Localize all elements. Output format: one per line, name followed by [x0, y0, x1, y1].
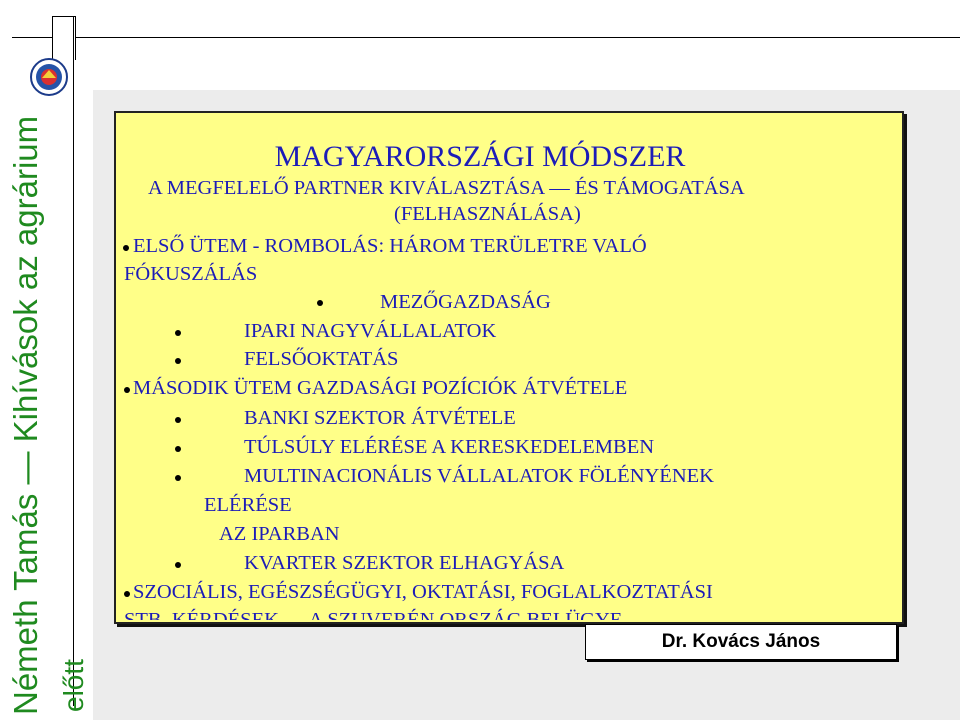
content-line: MÁSODIK ÜTEM GAZDASÁGI POZÍCIÓK ÁTVÉTELE	[133, 377, 628, 399]
content-line: A MEGFELELŐ PARTNER KIVÁLASZTÁSA — ÉS TÁMOGATÁSA	[148, 177, 745, 199]
university-logo-icon	[30, 58, 68, 96]
content-line: SZOCIÁLIS, EGÉSZSÉGÜGYI, OKTATÁSI, FOGLALKOZTATÁSI	[133, 581, 713, 603]
content-line: ELÉRÉSE	[204, 494, 292, 516]
content-line: AZ IPARBAN	[219, 523, 340, 545]
bullet-icon	[175, 358, 181, 364]
author-label: Dr. Kovács János	[585, 624, 897, 660]
content-line: KVARTER SZEKTOR ELHAGYÁSA	[244, 552, 565, 574]
bullet-icon	[124, 591, 130, 597]
sidebar-title: Németh Tamás — Kihívások az agrárium	[7, 115, 44, 715]
bullet-icon	[123, 245, 129, 251]
content-line: (FELHASZNÁLÁSA)	[394, 203, 581, 225]
content-line: FELSŐOKTATÁS	[244, 348, 399, 370]
content-line: BANKI SZEKTOR ÁTVÉTELE	[244, 407, 516, 429]
top-divider	[12, 37, 960, 38]
content-line: IPARI NAGYVÁLLALATOK	[244, 320, 497, 342]
bullet-icon	[317, 300, 323, 306]
sidebar-divider	[73, 16, 74, 706]
content-line: TÚLSÚLY ELÉRÉSE A KERESKEDELEMBEN	[244, 436, 655, 458]
bullet-icon	[175, 417, 181, 423]
bullet-icon	[124, 387, 130, 393]
content-line: MEZŐGAZDASÁG	[380, 291, 551, 313]
content-line: ELSŐ ÜTEM - ROMBOLÁS: HÁROM TERÜLETRE VALÓ	[133, 235, 647, 257]
bullet-icon	[175, 562, 181, 568]
bullet-icon	[175, 330, 181, 336]
bullet-icon	[175, 446, 181, 452]
bullet-icon	[175, 475, 181, 481]
slide-title: MAGYARORSZÁGI MÓDSZER	[274, 140, 686, 173]
content-line: MULTINACIONÁLIS VÁLLALATOK FÖLÉNYÉNEK	[244, 465, 714, 487]
content-line: FÓKUSZÁLÁS	[124, 263, 258, 285]
sidebar-subtitle: előtt	[58, 659, 89, 712]
